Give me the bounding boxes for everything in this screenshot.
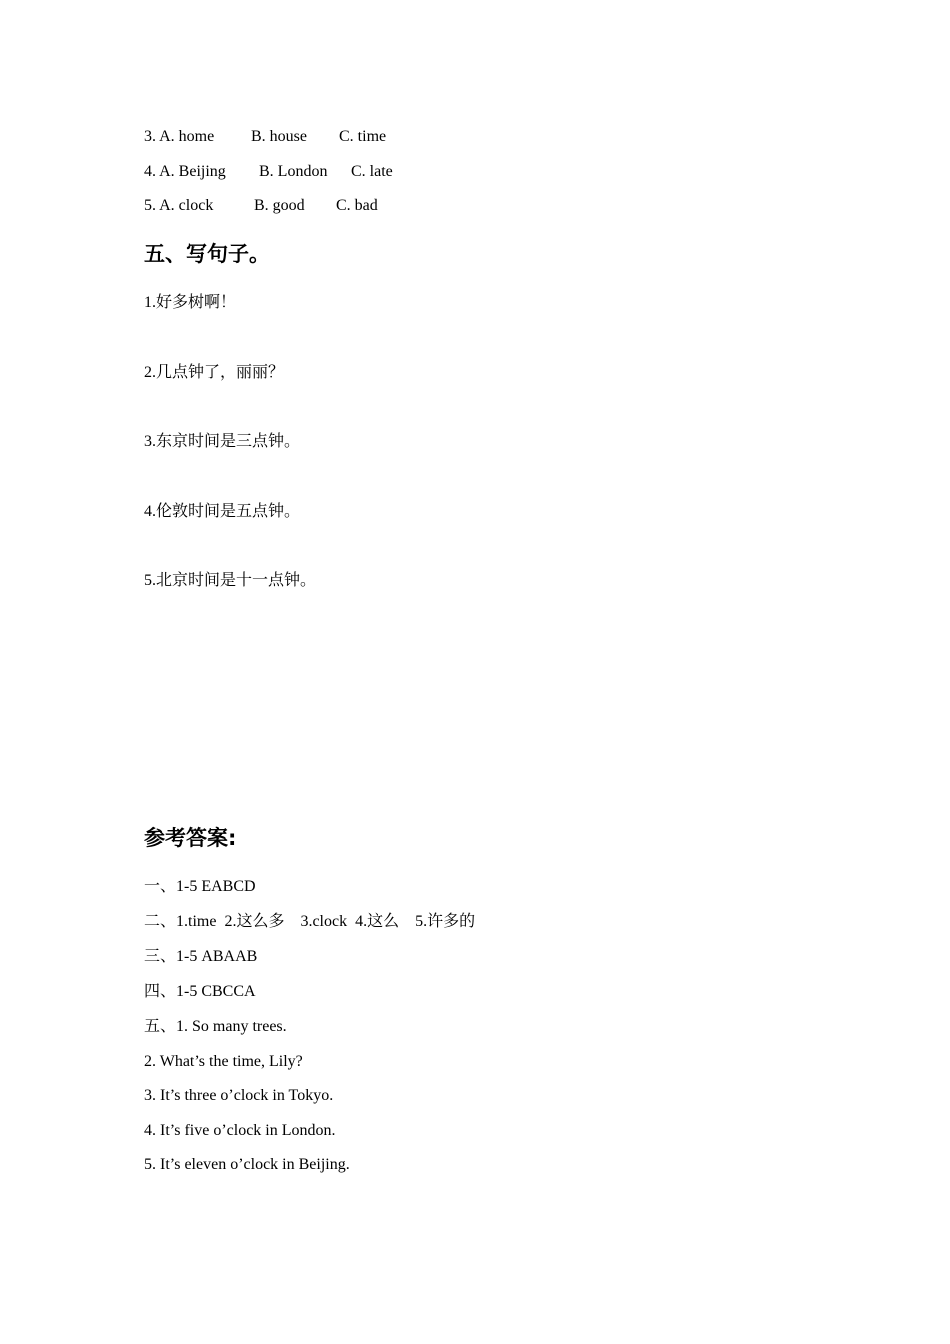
answer-key-heading: 参考答案:	[144, 826, 237, 850]
answer-line: 三、1-5 ABAAB	[144, 948, 258, 965]
choice-option-b: B. good	[254, 197, 305, 214]
sentence-item: 1.好多树啊！	[144, 294, 237, 311]
answer-line: 二、1.time 2.这么多 3.clock 4.这么 5.许多的	[144, 913, 476, 930]
sentence-item: 4.伦敦时间是五点钟。	[144, 503, 301, 520]
choice-option-c: C. bad	[336, 197, 378, 214]
choice-option-b: B. London	[259, 163, 328, 180]
answer-line: 3. It’s three o’clock in Tokyo.	[144, 1087, 334, 1104]
sentence-item: 5.北京时间是十一点钟。	[144, 572, 317, 589]
choice-option-a: 4. A. Beijing	[144, 163, 226, 180]
sentence-item: 3.东京时间是三点钟。	[144, 433, 301, 450]
choice-option-a: 5. A. clock	[144, 197, 214, 214]
choice-option-a: 3. A. home	[144, 128, 215, 145]
section-heading-write-sentences: 五、写句子。	[144, 242, 270, 266]
answer-line: 一、1-5 EABCD	[144, 878, 256, 895]
choice-option-b: B. house	[251, 128, 307, 145]
answer-line: 4. It’s five o’clock in London.	[144, 1122, 336, 1139]
choice-row-4	[144, 162, 564, 182]
choice-row-5	[144, 196, 564, 216]
answer-line: 2. What’s the time, Lily?	[144, 1053, 303, 1070]
answer-line: 5. It’s eleven o’clock in Beijing.	[144, 1156, 350, 1173]
answer-line: 五、1. So many trees.	[144, 1018, 287, 1035]
answer-line: 四、1-5 CBCCA	[144, 983, 256, 1000]
choice-option-c: C. late	[351, 163, 393, 180]
sentence-item: 2.几点钟了，丽丽？	[144, 364, 285, 381]
choice-option-c: C. time	[339, 128, 387, 145]
choice-row-3	[144, 127, 564, 147]
